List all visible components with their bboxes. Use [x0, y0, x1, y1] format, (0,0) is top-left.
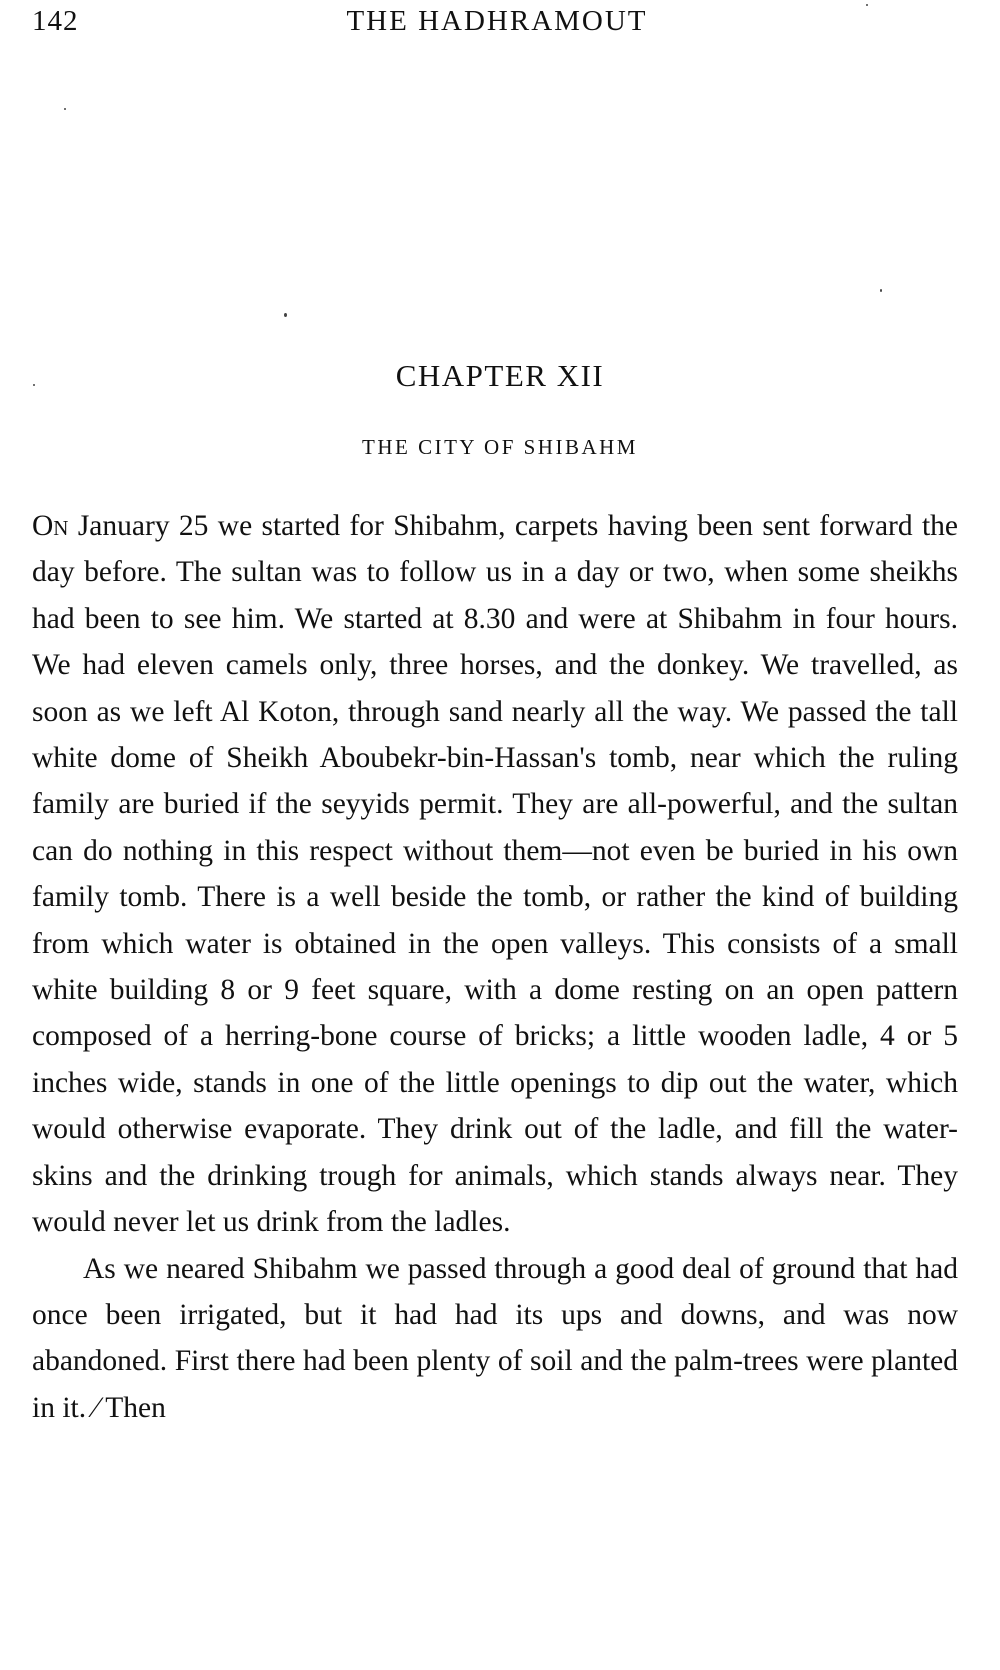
print-speck [33, 384, 35, 386]
print-speck [880, 289, 882, 292]
paragraph [32, 1246, 958, 1432]
paragraph [32, 503, 958, 1246]
paragraph-text: January 25 we started for Shibahm, carpets having been sent forward the day before. The sultan was to follow us in a day or two, when some sheikhs had been to see him. We started at 8.30 and were at Shibahm in four hours. We had eleven camels only, three horses, and the donkey. We travelled, as soon as we left Al Koton, through sand nearly all the way. We passed the tall white dome of Sheikh Aboubekr-bin-Hassan's tomb, near which the ruling family are buried if the seyyids permit. They are all-powerful, and the sultan can do nothing in this respect without them—not even be buried in his own family tomb. There is a well beside the tomb, or rather the kind of building from which water is obtained in the open valleys. This consists of a small white building 8 or 9 feet square, with a dome resting on an open pattern composed of a herring-bone course of bricks; a little wooden ladle, 4 or 5 inches wide, stands in one of the little openings to dip out the water, which would otherwise evaporate. They drink out of the ladle, and fill the water-skins and the drinking trough for animals, which stands always near. They would never let us drink from the ladles. [32, 510, 958, 1239]
print-speck [284, 313, 287, 317]
paragraph-lead-word: On [32, 510, 69, 542]
paragraph-text: As we neared Shibahm we passed through a good deal of ground that had once been irrigated, but it had had its ups and downs, and was now abandoned. First there had been plenty of soil and the palm-trees were planted in it. ⁄ Then [32, 1252, 958, 1424]
running-title: THE HADHRAMOUT [346, 5, 648, 37]
print-speck [64, 108, 66, 110]
chapter-title: THE CITY OF SHIBAHM [362, 435, 638, 459]
running-head [32, 5, 962, 45]
print-speck [866, 4, 868, 6]
page-number: 142 [32, 5, 79, 37]
chapter-number: CHAPTER XII [395, 358, 605, 393]
body-text [32, 503, 958, 1431]
